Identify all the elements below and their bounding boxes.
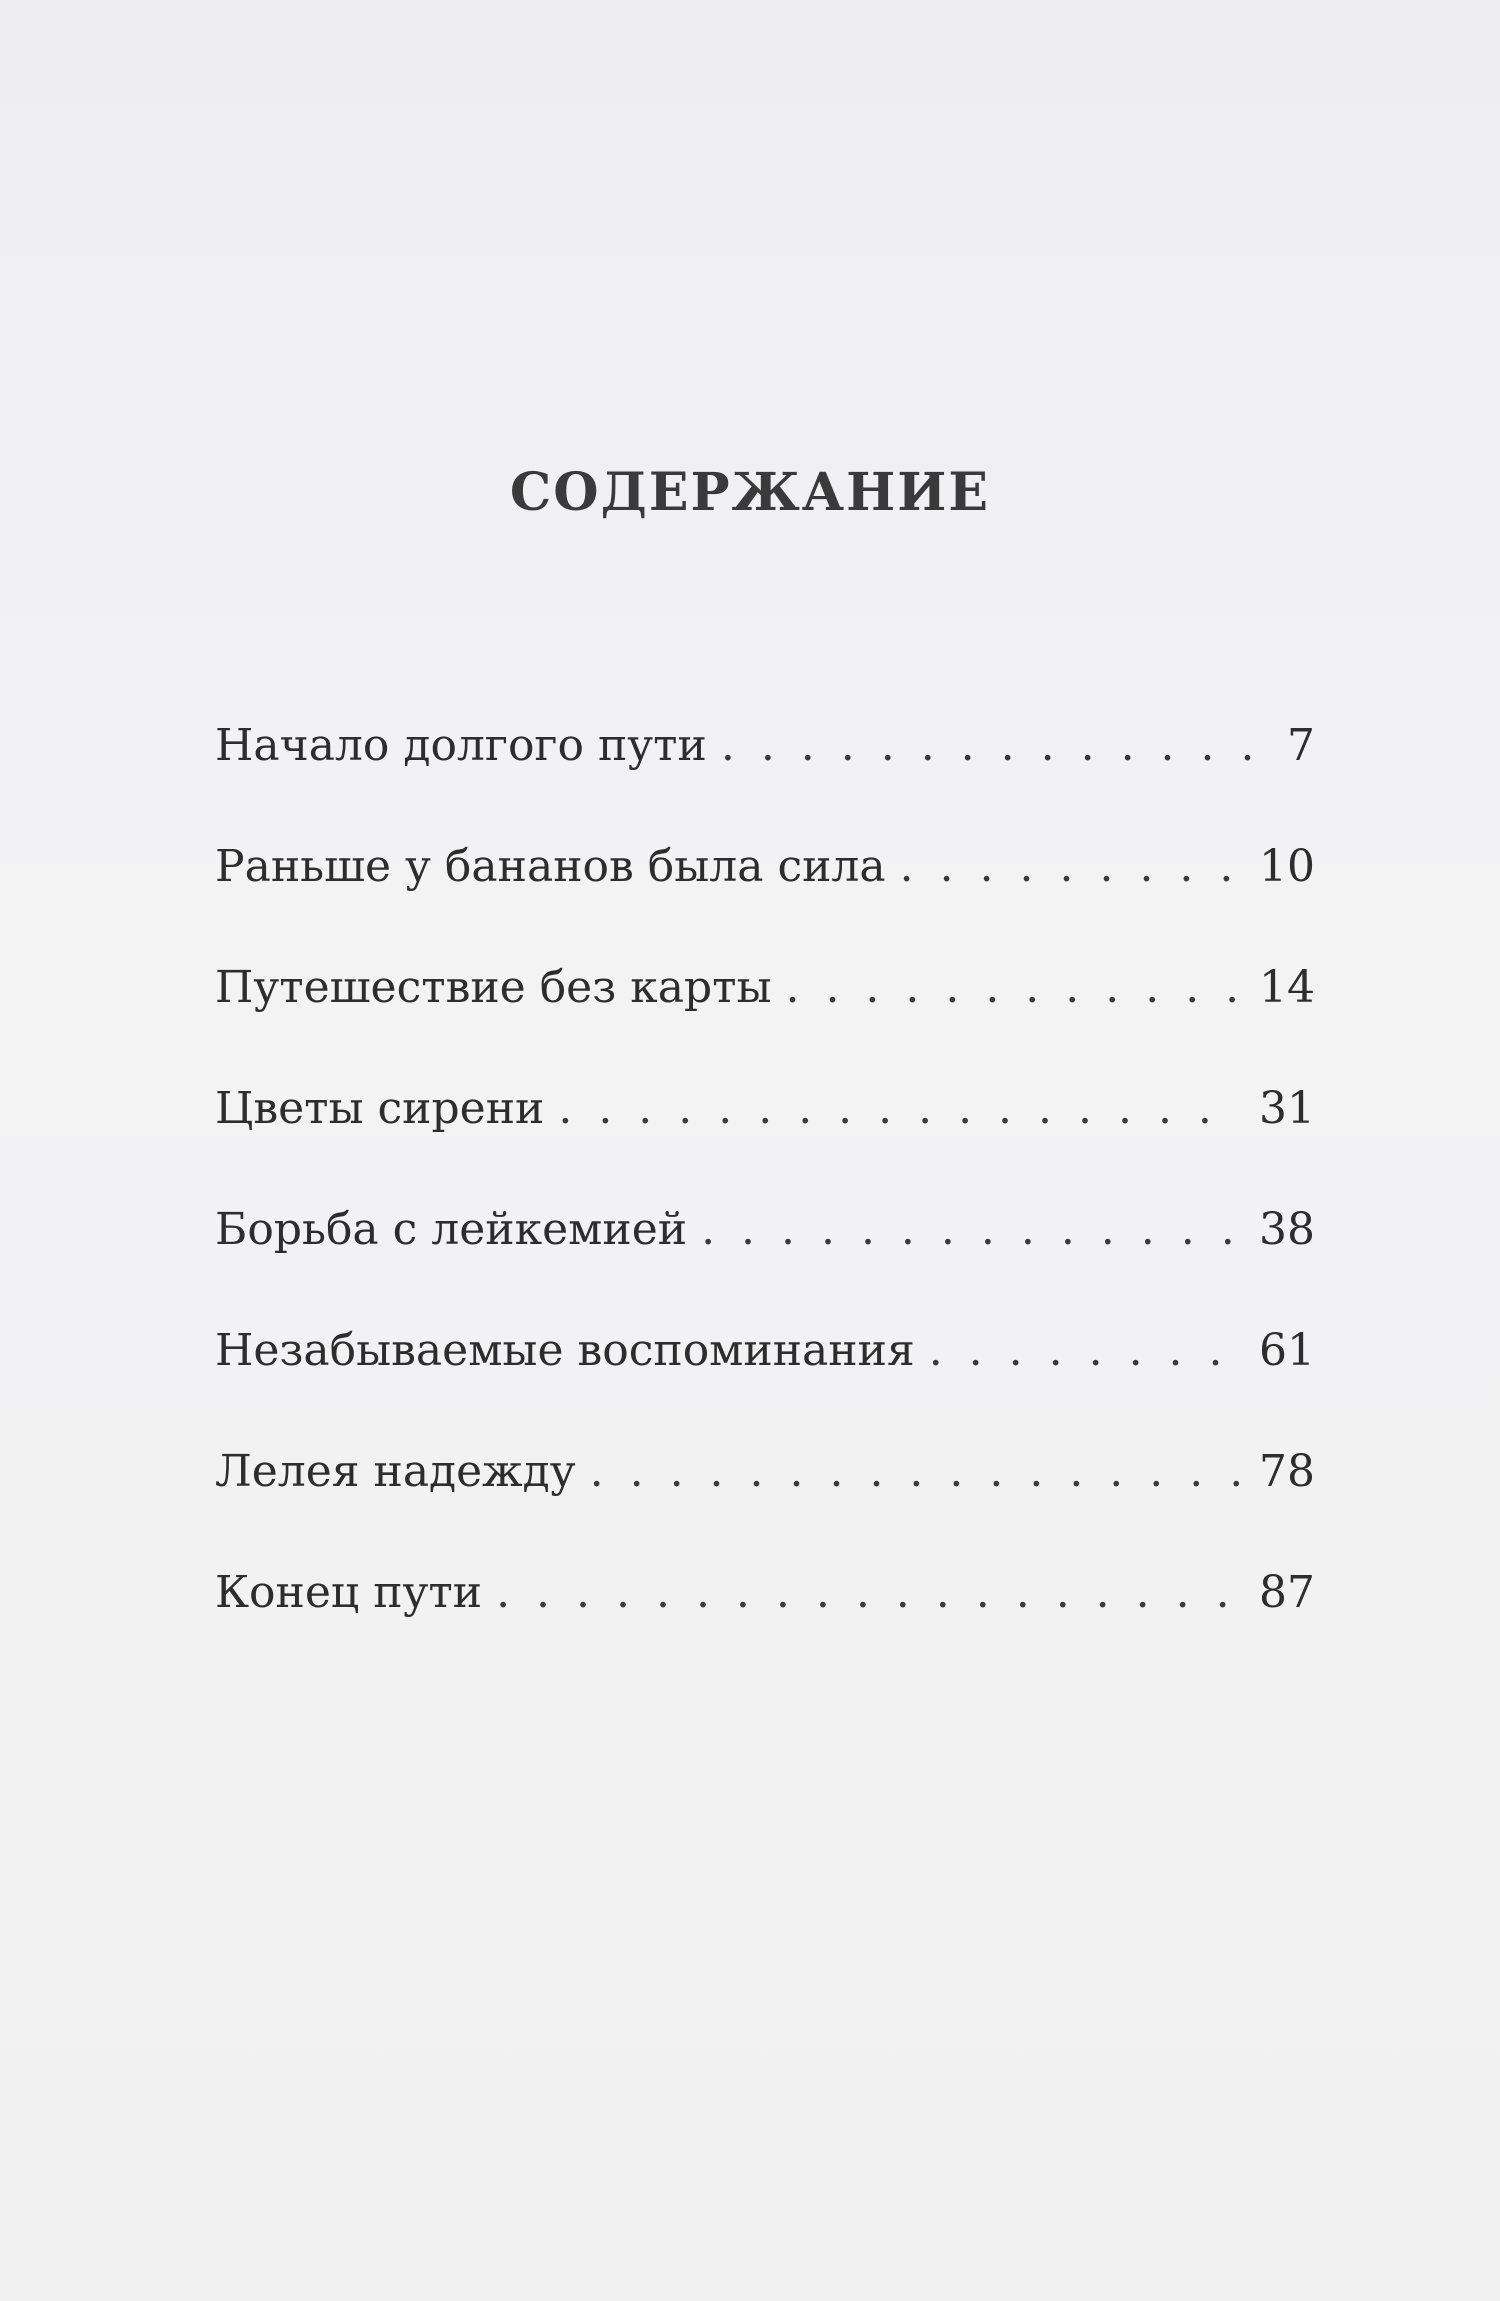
toc-entry-title: Борьба с лейкемией — [215, 1204, 688, 1255]
toc-entry — [215, 841, 1315, 962]
toc-entry-title: Раньше у бананов была сила — [215, 841, 886, 892]
toc-entry-page: 38 — [1259, 1204, 1315, 1255]
toc-leader-dots — [721, 720, 1257, 771]
toc-leader-dots — [929, 1325, 1241, 1376]
toc-entry-title: Путешествие без карты — [215, 962, 772, 1013]
toc-entry — [215, 720, 1315, 841]
toc-leader-dots — [785, 962, 1241, 1013]
toc-entry — [215, 1567, 1315, 1688]
toc-entry-title: Незабываемые воспоминания — [215, 1325, 915, 1376]
page-title: СОДЕРЖАНИЕ — [509, 462, 991, 523]
toc-entry-page: 87 — [1259, 1567, 1315, 1618]
toc-leader-dots — [558, 1083, 1241, 1134]
toc-leader-dots — [590, 1446, 1241, 1497]
toc-entry-title: Цветы сирени — [215, 1083, 545, 1134]
toc-entry — [215, 1446, 1315, 1567]
toc-entry-page: 14 — [1259, 962, 1315, 1013]
toc-entry-page: 61 — [1259, 1325, 1315, 1376]
toc-entry-title: Начало долгого пути — [215, 720, 707, 771]
toc-entry-page: 7 — [1287, 720, 1315, 771]
toc-leader-dots — [701, 1204, 1241, 1255]
toc-entry — [215, 962, 1315, 1083]
toc-entry — [215, 1204, 1315, 1325]
table-of-contents — [215, 720, 1315, 1688]
toc-entry-page: 78 — [1259, 1446, 1315, 1497]
toc-entry-title: Лелея надежду — [215, 1446, 576, 1497]
toc-leader-dots — [496, 1567, 1241, 1618]
toc-entry-title: Конец пути — [215, 1567, 483, 1618]
toc-entry — [215, 1325, 1315, 1446]
toc-entry — [215, 1083, 1315, 1204]
toc-entry-page: 10 — [1259, 841, 1315, 892]
toc-entry-page: 31 — [1259, 1083, 1315, 1134]
toc-leader-dots — [900, 841, 1241, 892]
